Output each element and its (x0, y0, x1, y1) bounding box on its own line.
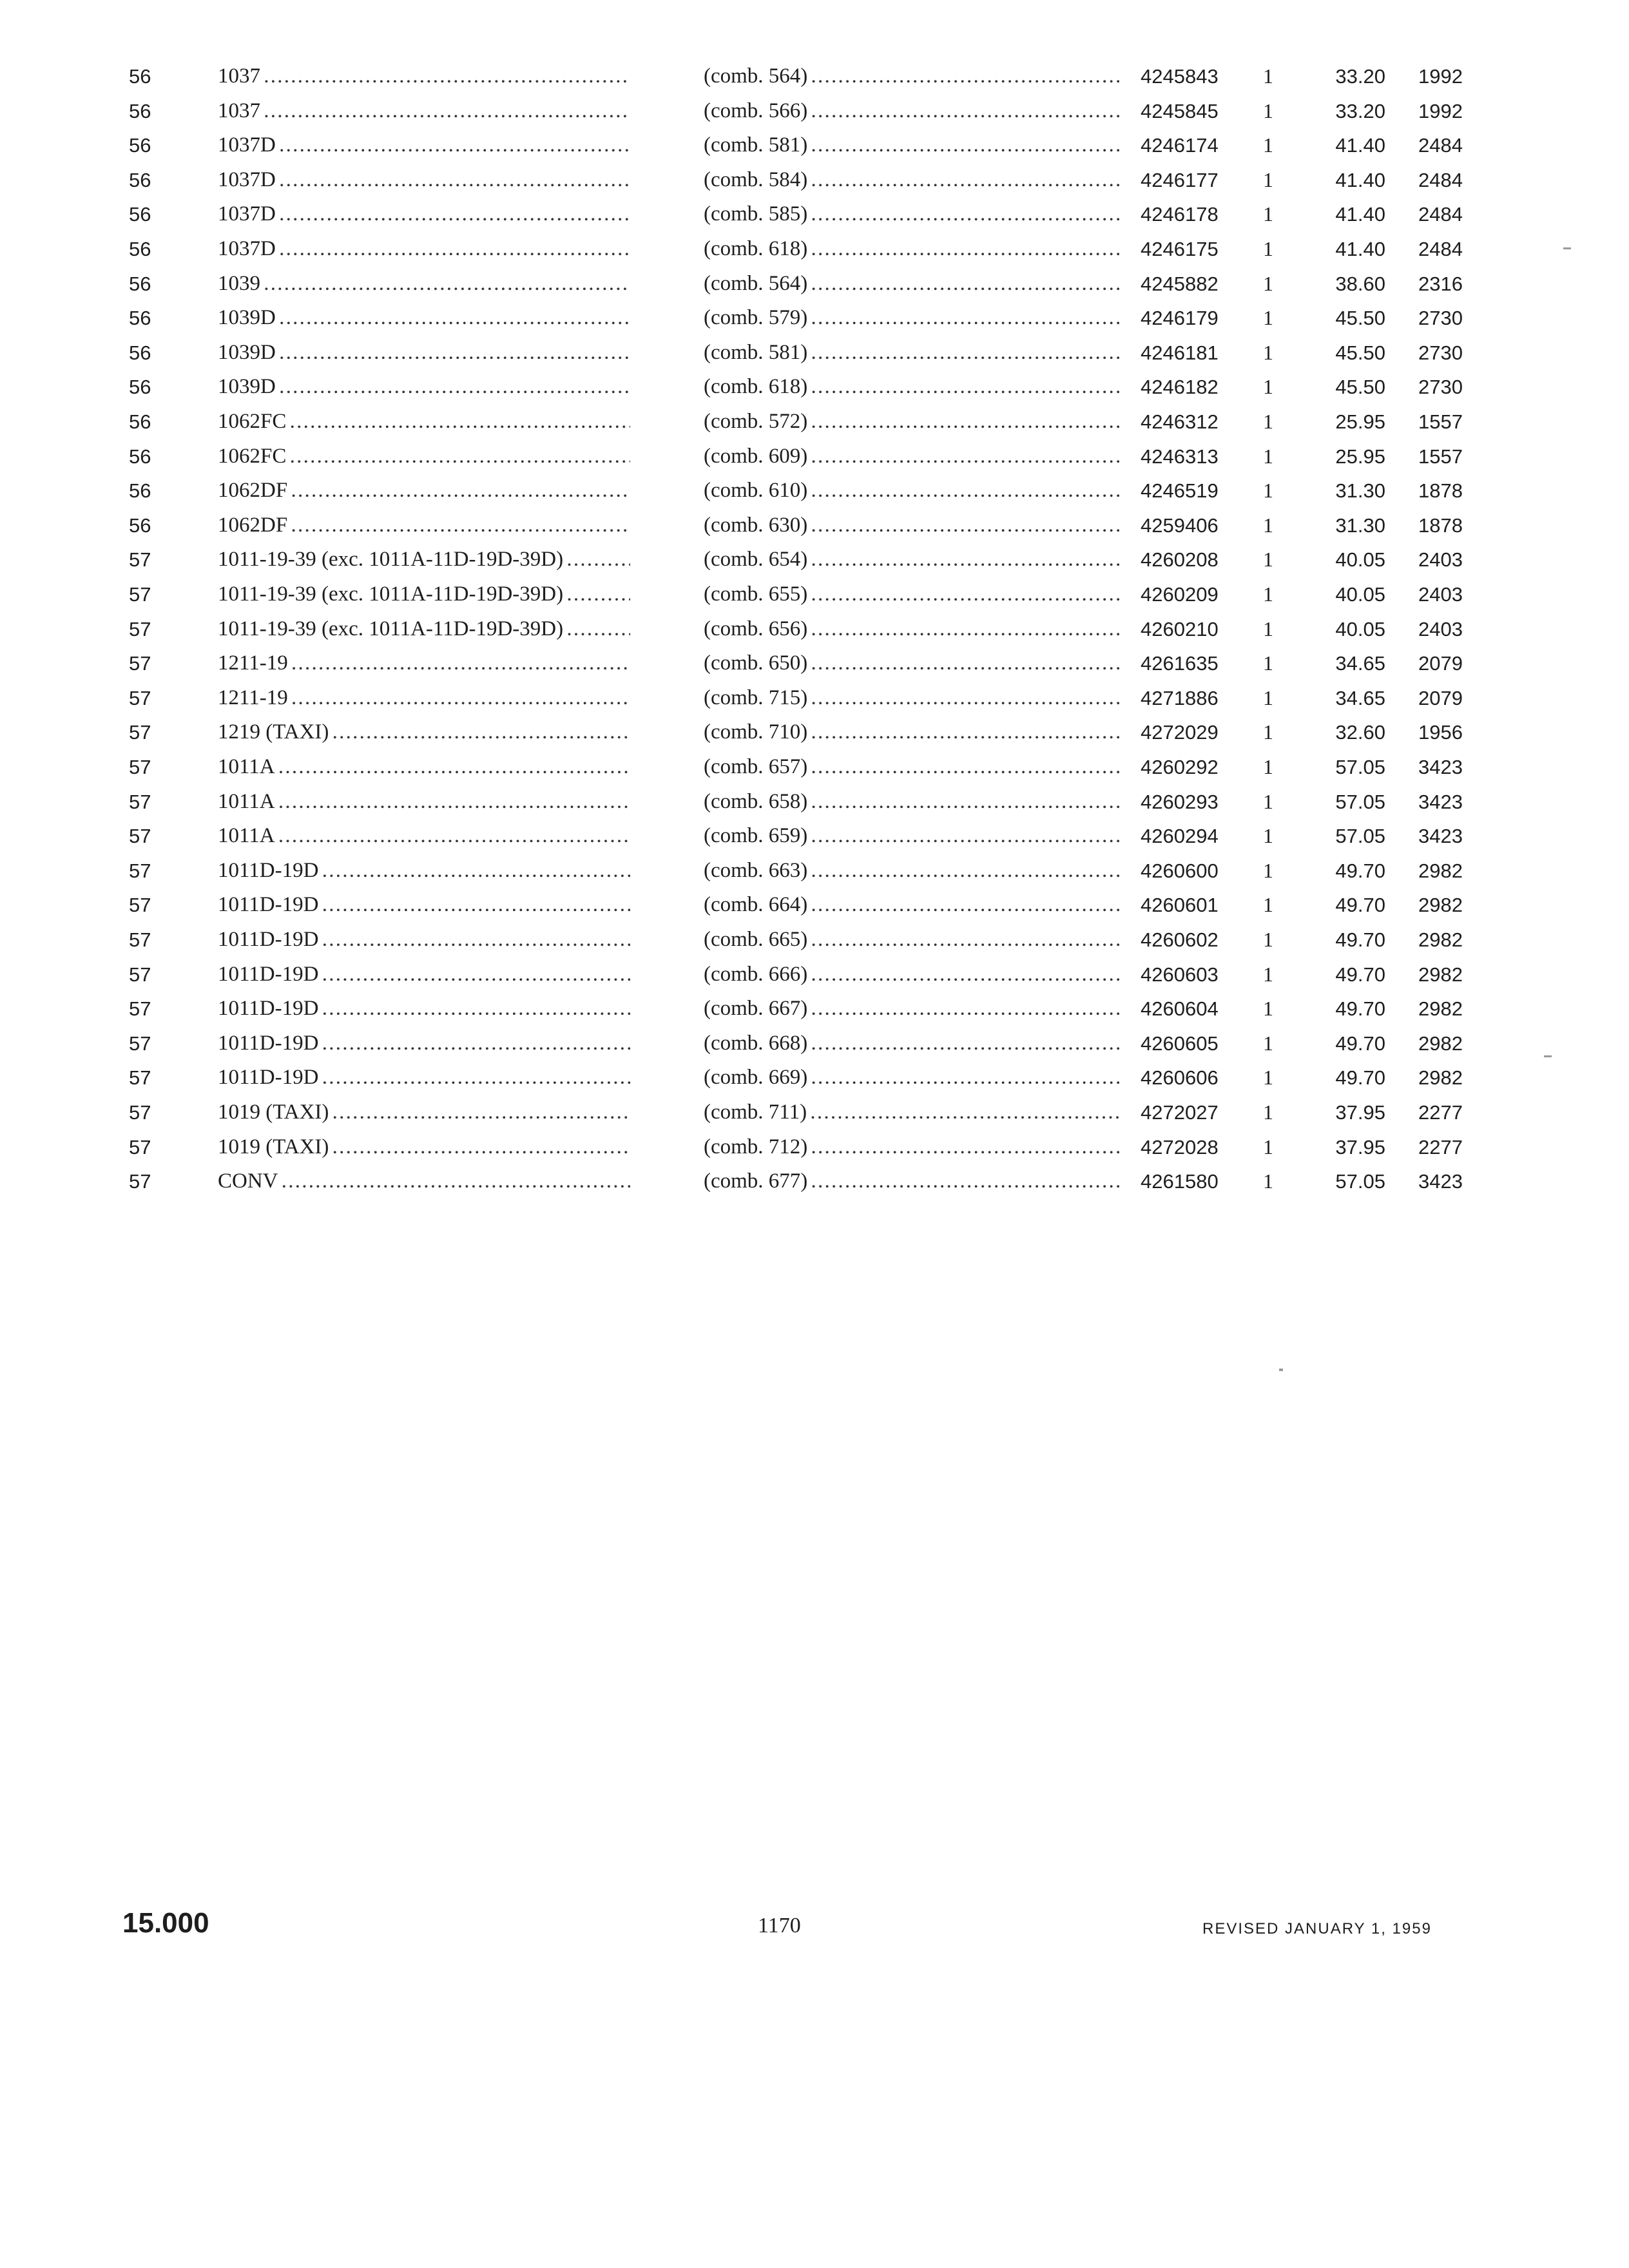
row-part-number: 4260292 (1141, 756, 1219, 778)
row-model: 1211-19 . . . (218, 646, 630, 681)
row-price: 45.50 (1335, 376, 1385, 399)
row-year: 57 (129, 756, 151, 778)
row-quantity: 1 (1263, 271, 1273, 295)
row-part-number: 4272028 (1141, 1135, 1219, 1158)
row-year: 56 (129, 238, 151, 260)
row-comb: (comb. 654) . . . (704, 543, 1123, 577)
row-quantity: 1 (1263, 479, 1273, 503)
row-comb: (comb. 656) . . . (704, 612, 1123, 647)
row-year: 57 (129, 1101, 151, 1124)
row-code: 1557 (1418, 410, 1463, 433)
table-row (0, 543, 1629, 577)
row-part-number: 4260601 (1141, 894, 1219, 917)
table-row (0, 439, 1629, 474)
row-comb: (comb. 581) . . . (704, 128, 1123, 163)
table-row (0, 232, 1629, 267)
table-row (0, 267, 1629, 302)
row-part-number: 4271886 (1141, 686, 1219, 709)
row-code: 3423 (1418, 756, 1463, 778)
row-quantity: 1 (1263, 168, 1273, 191)
row-price: 40.05 (1335, 617, 1385, 640)
table-row (0, 715, 1629, 750)
table-row (0, 612, 1629, 647)
row-comb: (comb. 564) . . . (704, 59, 1123, 94)
row-part-number: 4260606 (1141, 1066, 1219, 1090)
row-year: 56 (129, 99, 151, 122)
row-price: 49.70 (1335, 1032, 1385, 1055)
table-row (0, 1026, 1629, 1061)
row-code: 2484 (1418, 168, 1463, 191)
row-price: 49.70 (1335, 997, 1385, 1021)
table-row (0, 888, 1629, 923)
row-quantity: 1 (1263, 789, 1273, 813)
row-code: 2982 (1418, 963, 1463, 986)
row-code: 2982 (1418, 1032, 1463, 1055)
row-code: 2982 (1418, 894, 1463, 917)
row-quantity: 1 (1263, 1135, 1273, 1158)
table-row (0, 474, 1629, 508)
row-price: 45.50 (1335, 341, 1385, 364)
row-part-number: 4260605 (1141, 1032, 1219, 1055)
row-price: 32.60 (1335, 721, 1385, 744)
row-quantity: 1 (1263, 858, 1273, 882)
row-price: 41.40 (1335, 134, 1385, 157)
scan-speck (1544, 1055, 1552, 1057)
row-code: 2277 (1418, 1101, 1463, 1124)
table-row (0, 197, 1629, 232)
row-quantity: 1 (1263, 548, 1273, 572)
row-year: 56 (129, 134, 151, 157)
row-price: 57.05 (1335, 1170, 1385, 1193)
table-row (0, 336, 1629, 370)
table-row (0, 577, 1629, 612)
row-price: 31.30 (1335, 479, 1385, 503)
row-comb: (comb. 655) . . . (704, 577, 1123, 612)
row-quantity: 1 (1263, 513, 1273, 537)
row-code: 2982 (1418, 928, 1463, 951)
page-number: 1170 (758, 1914, 801, 1937)
row-price: 34.65 (1335, 686, 1385, 709)
row-quantity: 1 (1263, 133, 1273, 157)
row-quantity: 1 (1263, 1066, 1273, 1090)
row-part-number: 4260293 (1141, 790, 1219, 813)
row-price: 37.95 (1335, 1101, 1385, 1124)
row-price: 49.70 (1335, 963, 1385, 986)
row-code: 2403 (1418, 617, 1463, 640)
table-row (0, 992, 1629, 1026)
table-row (0, 1130, 1629, 1165)
row-quantity: 1 (1263, 928, 1273, 951)
row-code: 3423 (1418, 825, 1463, 848)
table-row (0, 301, 1629, 336)
row-code: 2730 (1418, 341, 1463, 364)
row-comb: (comb. 657) . . . (704, 750, 1123, 785)
row-comb: (comb. 667) . . . (704, 992, 1123, 1026)
row-part-number: 4272029 (1141, 721, 1219, 744)
row-model: 1019 (TAXI) . . . (218, 1130, 630, 1165)
row-year: 57 (129, 790, 151, 813)
row-model: 1011D-19D . . . (218, 854, 630, 889)
row-year: 57 (129, 652, 151, 675)
row-part-number: 4260600 (1141, 859, 1219, 882)
row-year: 57 (129, 1066, 151, 1090)
row-model: 1037D . . . (218, 128, 630, 163)
row-year: 57 (129, 963, 151, 986)
row-price: 57.05 (1335, 756, 1385, 778)
row-part-number: 4260208 (1141, 548, 1219, 572)
table-row (0, 681, 1629, 716)
row-model: 1037D . . . (218, 232, 630, 267)
row-price: 31.30 (1335, 514, 1385, 537)
row-quantity: 1 (1263, 306, 1273, 330)
row-part-number: 4260294 (1141, 825, 1219, 848)
row-code: 2079 (1418, 686, 1463, 709)
row-model: 1011-19-39 (exc. 1011A-11D-19D-39D) . . . (218, 543, 630, 577)
row-part-number: 4260210 (1141, 617, 1219, 640)
row-comb: (comb. 572) . . . (704, 405, 1123, 439)
row-comb: (comb. 564) . . . (704, 267, 1123, 302)
row-model: 1037D . . . (218, 197, 630, 232)
row-comb: (comb. 618) . . . (704, 232, 1123, 267)
row-quantity: 1 (1263, 202, 1273, 226)
row-comb: (comb. 581) . . . (704, 336, 1123, 370)
row-code: 2079 (1418, 652, 1463, 675)
row-year: 57 (129, 825, 151, 848)
row-part-number: 4260603 (1141, 963, 1219, 986)
row-code: 2403 (1418, 583, 1463, 606)
row-quantity: 1 (1263, 962, 1273, 986)
row-comb: (comb. 677) . . . (704, 1164, 1123, 1199)
table-row (0, 370, 1629, 405)
row-part-number: 4259406 (1141, 514, 1219, 537)
row-year: 57 (129, 859, 151, 882)
row-quantity: 1 (1263, 893, 1273, 917)
row-quantity: 1 (1263, 237, 1273, 260)
row-year: 56 (129, 65, 151, 88)
row-part-number: 4246177 (1141, 168, 1219, 191)
row-quantity: 1 (1263, 582, 1273, 606)
row-model: 1011D-19D . . . (218, 992, 630, 1026)
row-comb: (comb. 668) . . . (704, 1026, 1123, 1061)
row-model: 1037 . . . (218, 59, 630, 94)
row-part-number: 4245843 (1141, 65, 1219, 88)
row-model: 1011A . . . (218, 785, 630, 820)
row-model: CONV . . . (218, 1164, 630, 1199)
row-quantity: 1 (1263, 617, 1273, 640)
row-code: 1956 (1418, 721, 1463, 744)
row-price: 40.05 (1335, 548, 1385, 572)
row-quantity: 1 (1263, 755, 1273, 778)
row-comb: (comb. 630) . . . (704, 508, 1123, 543)
row-model: 1039D . . . (218, 336, 630, 370)
row-code: 1878 (1418, 514, 1463, 537)
table-row (0, 957, 1629, 992)
row-year: 57 (129, 1135, 151, 1158)
row-part-number: 4260604 (1141, 997, 1219, 1021)
row-price: 41.40 (1335, 238, 1385, 260)
row-year: 57 (129, 686, 151, 709)
row-model: 1011D-19D . . . (218, 1026, 630, 1061)
table-row (0, 59, 1629, 94)
row-year: 56 (129, 168, 151, 191)
row-comb: (comb. 711) . . . (704, 1095, 1123, 1130)
row-price: 49.70 (1335, 1066, 1385, 1090)
row-comb: (comb. 618) . . . (704, 370, 1123, 405)
row-part-number: 4246312 (1141, 410, 1219, 433)
row-code: 2316 (1418, 272, 1463, 295)
row-price: 49.70 (1335, 859, 1385, 882)
row-model: 1219 (TAXI) . . . (218, 715, 630, 750)
row-code: 2277 (1418, 1135, 1463, 1158)
row-price: 57.05 (1335, 790, 1385, 813)
row-part-number: 4246519 (1141, 479, 1219, 503)
row-year: 56 (129, 272, 151, 295)
row-price: 33.20 (1335, 99, 1385, 122)
row-part-number: 4246182 (1141, 376, 1219, 399)
row-price: 41.40 (1335, 168, 1385, 191)
row-model: 1062DF . . . (218, 474, 630, 508)
row-quantity: 1 (1263, 997, 1273, 1021)
row-comb: (comb. 664) . . . (704, 888, 1123, 923)
row-part-number: 4246178 (1141, 203, 1219, 226)
row-year: 56 (129, 514, 151, 537)
row-price: 45.50 (1335, 307, 1385, 330)
row-code: 2484 (1418, 203, 1463, 226)
row-comb: (comb. 609) . . . (704, 439, 1123, 474)
row-quantity: 1 (1263, 651, 1273, 675)
row-year: 56 (129, 445, 151, 468)
row-model: 1011A . . . (218, 819, 630, 854)
row-model: 1039 . . . (218, 267, 630, 302)
table-row (0, 1061, 1629, 1095)
row-part-number: 4245845 (1141, 99, 1219, 122)
row-model: 1039D . . . (218, 370, 630, 405)
row-price: 49.70 (1335, 928, 1385, 951)
row-price: 33.20 (1335, 65, 1385, 88)
row-price: 25.95 (1335, 445, 1385, 468)
row-comb: (comb. 610) . . . (704, 474, 1123, 508)
row-comb: (comb. 658) . . . (704, 785, 1123, 820)
table-row (0, 94, 1629, 129)
row-quantity: 1 (1263, 340, 1273, 364)
row-comb: (comb. 584) . . . (704, 163, 1123, 198)
row-comb: (comb. 665) . . . (704, 923, 1123, 957)
row-price: 40.05 (1335, 583, 1385, 606)
row-code: 1992 (1418, 99, 1463, 122)
row-price: 34.65 (1335, 652, 1385, 675)
row-quantity: 1 (1263, 410, 1273, 433)
row-part-number: 4261580 (1141, 1170, 1219, 1193)
row-year: 57 (129, 721, 151, 744)
row-quantity: 1 (1263, 99, 1273, 122)
table-row (0, 854, 1629, 889)
row-code: 2730 (1418, 307, 1463, 330)
row-year: 57 (129, 894, 151, 917)
row-model: 1011-19-39 (exc. 1011A-11D-19D-39D) . . . (218, 612, 630, 647)
row-model: 1011A . . . (218, 750, 630, 785)
row-model: 1011D-19D . . . (218, 1061, 630, 1095)
row-model: 1062FC . . . (218, 405, 630, 439)
row-price: 25.95 (1335, 410, 1385, 433)
row-comb: (comb. 579) . . . (704, 301, 1123, 336)
row-year: 57 (129, 1032, 151, 1055)
row-part-number: 4246313 (1141, 445, 1219, 468)
row-quantity: 1 (1263, 1169, 1273, 1193)
row-year: 56 (129, 203, 151, 226)
table-row (0, 508, 1629, 543)
row-model: 1039D . . . (218, 301, 630, 336)
row-code: 2982 (1418, 997, 1463, 1021)
row-part-number: 4246174 (1141, 134, 1219, 157)
row-price: 41.40 (1335, 203, 1385, 226)
row-quantity: 1 (1263, 824, 1273, 848)
row-comb: (comb. 659) . . . (704, 819, 1123, 854)
row-model: 1011D-19D . . . (218, 923, 630, 957)
row-code: 2730 (1418, 376, 1463, 399)
table-row (0, 785, 1629, 820)
row-year: 57 (129, 928, 151, 951)
revision-date: REVISED JANUARY 1, 1959 (1202, 1920, 1432, 1937)
row-part-number: 4260602 (1141, 928, 1219, 951)
row-year: 57 (129, 548, 151, 572)
row-code: 2982 (1418, 1066, 1463, 1090)
table-row (0, 128, 1629, 163)
row-model: 1211-19 . . . (218, 681, 630, 716)
scan-speck (1279, 1369, 1283, 1371)
row-code: 1557 (1418, 445, 1463, 468)
row-quantity: 1 (1263, 375, 1273, 399)
row-price: 49.70 (1335, 894, 1385, 917)
row-year: 56 (129, 410, 151, 433)
row-comb: (comb. 712) . . . (704, 1130, 1123, 1165)
row-comb: (comb. 566) . . . (704, 94, 1123, 129)
row-price: 37.95 (1335, 1135, 1385, 1158)
row-comb: (comb. 715) . . . (704, 681, 1123, 716)
row-quantity: 1 (1263, 686, 1273, 709)
row-code: 3423 (1418, 790, 1463, 813)
row-part-number: 4246179 (1141, 307, 1219, 330)
table-row (0, 646, 1629, 681)
row-year: 56 (129, 479, 151, 503)
table-row (0, 163, 1629, 198)
row-comb: (comb. 585) . . . (704, 197, 1123, 232)
row-price: 57.05 (1335, 825, 1385, 848)
row-quantity: 1 (1263, 720, 1273, 744)
row-model: 1019 (TAXI) . . . (218, 1095, 630, 1130)
table-row (0, 1095, 1629, 1130)
table-row (0, 1164, 1629, 1199)
row-comb: (comb. 663) . . . (704, 854, 1123, 889)
row-model: 1037 . . . (218, 94, 630, 129)
row-quantity: 1 (1263, 444, 1273, 468)
row-quantity: 1 (1263, 64, 1273, 88)
section-number: 15.000 (122, 1907, 209, 1939)
scan-speck (1563, 247, 1571, 249)
row-year: 56 (129, 341, 151, 364)
row-model: 1011D-19D . . . (218, 957, 630, 992)
row-quantity: 1 (1263, 1031, 1273, 1055)
row-year: 57 (129, 583, 151, 606)
row-model: 1011D-19D . . . (218, 888, 630, 923)
row-part-number: 4246181 (1141, 341, 1219, 364)
row-part-number: 4261635 (1141, 652, 1219, 675)
row-year: 57 (129, 617, 151, 640)
row-code: 1878 (1418, 479, 1463, 503)
row-model: 1011-19-39 (exc. 1011A-11D-19D-39D) . . . (218, 577, 630, 612)
row-code: 2484 (1418, 134, 1463, 157)
row-comb: (comb. 669) . . . (704, 1061, 1123, 1095)
row-code: 2484 (1418, 238, 1463, 260)
row-part-number: 4260209 (1141, 583, 1219, 606)
row-part-number: 4245882 (1141, 272, 1219, 295)
row-model: 1062FC . . . (218, 439, 630, 474)
row-comb: (comb. 666) . . . (704, 957, 1123, 992)
table-row (0, 750, 1629, 785)
row-model: 1062DF . . . (218, 508, 630, 543)
row-code: 2403 (1418, 548, 1463, 572)
table-row (0, 819, 1629, 854)
row-part-number: 4272027 (1141, 1101, 1219, 1124)
row-part-number: 4246175 (1141, 238, 1219, 260)
row-year: 56 (129, 376, 151, 399)
row-comb: (comb. 710) . . . (704, 715, 1123, 750)
row-code: 3423 (1418, 1170, 1463, 1193)
row-price: 38.60 (1335, 272, 1385, 295)
row-year: 57 (129, 1170, 151, 1193)
row-code: 1992 (1418, 65, 1463, 88)
row-comb: (comb. 650) . . . (704, 646, 1123, 681)
row-code: 2982 (1418, 859, 1463, 882)
row-year: 56 (129, 307, 151, 330)
table-row (0, 405, 1629, 439)
row-year: 57 (129, 997, 151, 1021)
row-model: 1037D . . . (218, 163, 630, 198)
table-row (0, 923, 1629, 957)
row-quantity: 1 (1263, 1100, 1273, 1124)
